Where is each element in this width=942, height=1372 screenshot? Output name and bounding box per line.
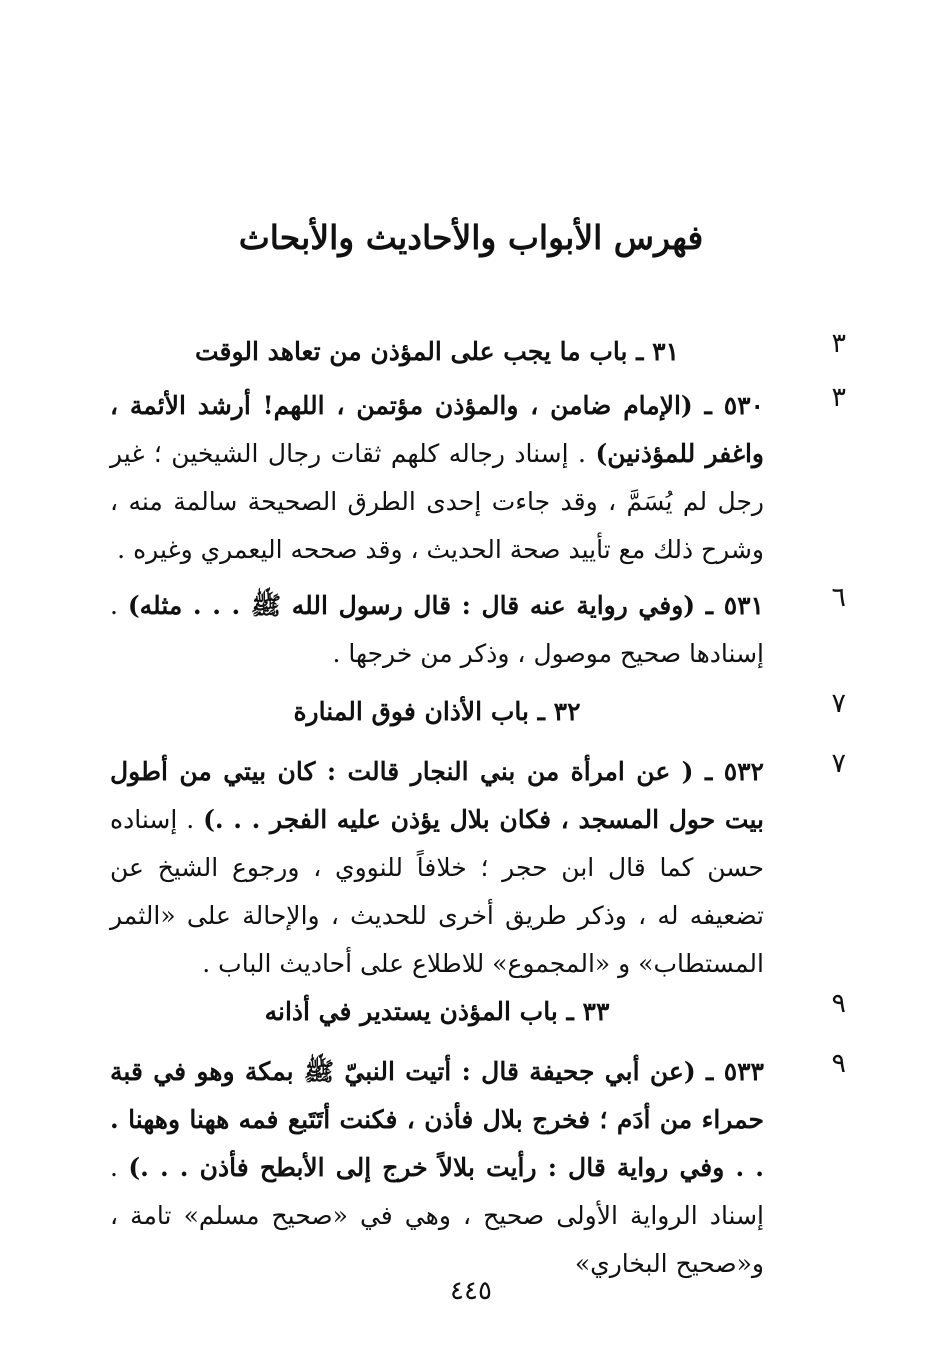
entry-heading: ٥٣٠ ـ (الإمام ضامن ، والمؤذن مؤتمن ، اللهم! أرشد الأئمة ، واغفر للمؤذنين) [110,391,764,468]
entry-description: . إسناد الرواية الأولى صحيح ، وهي في «صحيح مسلم» تامة ، و«صحيح البخاري» [110,1153,764,1278]
entry-text [110,748,764,988]
entry-heading: ٥٣٢ ـ ( عن امرأة من بني النجار قالت : كان بيتي من أطول بيت حول المسجد ، فكان بلال يؤذن عليه الفجر . . .) [110,757,764,834]
entry-page-number: ٩ [831,1048,846,1079]
entry-text [110,988,764,1036]
entry-page-number: ٧ [831,748,846,779]
entry-heading: ٣٢ ـ باب الأذان فوق المنارة [293,697,581,726]
entry-heading: ٣٣ ـ باب المؤذن يستدير في أذانه [264,997,610,1026]
entry-description: . إسناد رجاله كلهم ثقات رجال الشيخين ؛ غير رجل لم يُسَمَّ ، وقد جاءت إحدى الطرق الصحيحة سالمة منه ، وشرح ذلك مع تأييد صحة الحديث ، وقد صححه اليعمري وغيره . [110,439,764,564]
entry-text [110,382,764,574]
entry-text [110,1048,764,1288]
entry-page-number: ٣ [831,328,846,359]
entry-description: . إسنادها صحيح موصول ، وذكر من خرجها . [110,591,764,668]
entry-description: . إسناده حسن كما قال ابن حجر ؛ خلافاً للنووي ، ورجوع الشيخ عن تضعيفه له ، وذكر طريق أخرى للحديث ، والإحالة على «الثمر المستطاب» و «المجموع» للاطلاع على أحاديث الباب . [110,805,764,978]
entry-page-number: ٩ [831,988,846,1019]
entry-text [110,582,764,678]
entry-heading: ٥٣١ ـ (وفي رواية عنه قال : قال رسول الله ﷺ . . . مثله) [127,591,764,620]
entry-page-number: ٦ [831,582,846,613]
entry-heading: ٣١ ـ باب ما يجب على المؤذن من تعاهد الوقت [194,337,680,366]
entry-text [110,328,764,376]
entry-text [110,688,764,736]
entry-page-number: ٧ [831,688,846,719]
page-title: فهرس الأبواب والأحاديث والأبحاث [238,218,704,257]
entry-heading: ٥٣٣ ـ (عن أبي جحيفة قال : أتيت النبيّ ﷺ بمكة وهو في قبة حمراء من أدَم ؛ فخرج بلال فأذن ، فكنت أتَتَبع فمه ههنا وههنا . . . وفي رواية قال : رأيت بلالاً خرج إلى الأبطح فأذن . . .) [110,1057,764,1182]
page-number: ٤٤٥ [450,1276,492,1306]
entry-page-number: ٣ [831,382,846,413]
